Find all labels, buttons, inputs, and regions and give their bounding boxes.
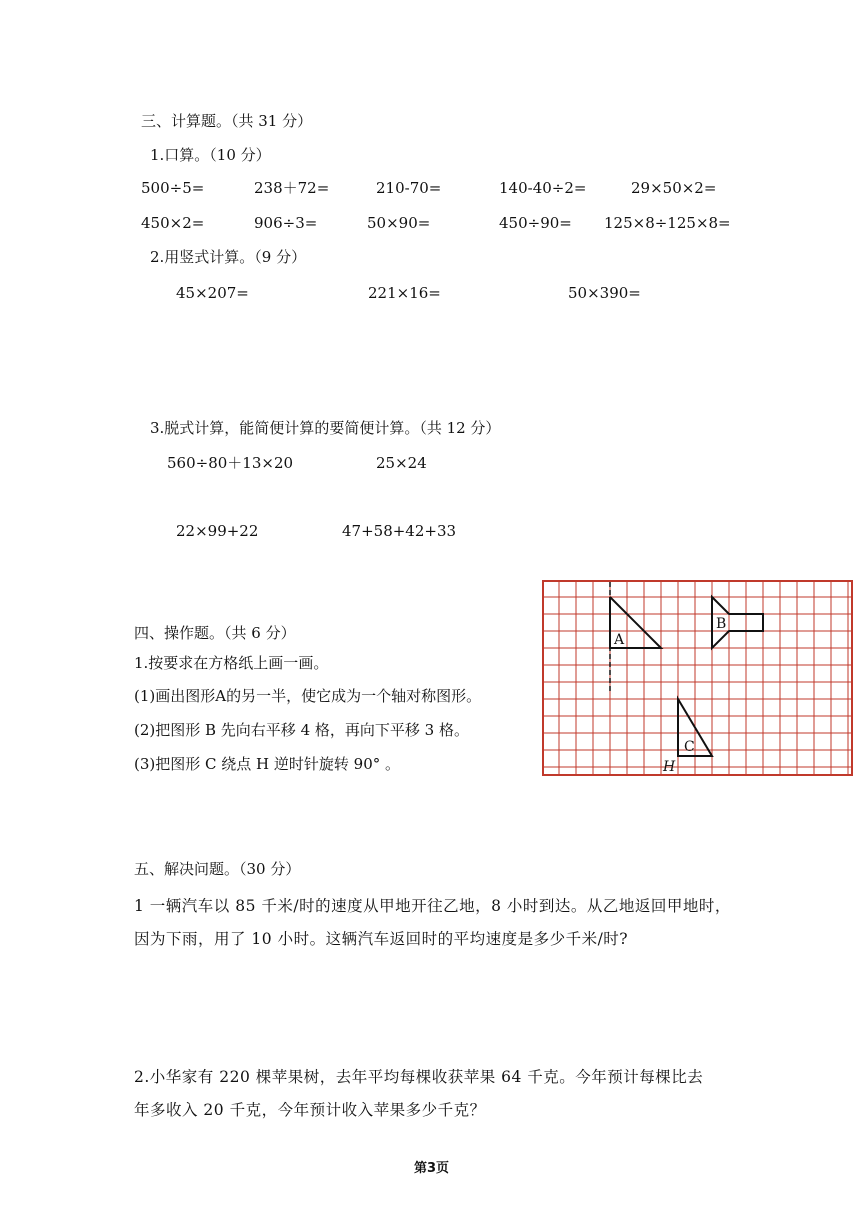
- oral-calc-item: 125×8÷125×8=: [604, 214, 731, 232]
- grid-figure: [542, 580, 853, 776]
- step-calc-item: 25×24: [376, 454, 427, 472]
- q1-title: 1.口算。（10 分）: [150, 146, 271, 164]
- oral-calc-item: 450×2=: [141, 214, 205, 232]
- label-b: B: [716, 616, 727, 632]
- oral-calc-item: 238＋72=: [254, 179, 330, 197]
- page-number: 第3页: [414, 1161, 450, 1176]
- q3-title: 3.脱式计算，能简便计算的要简便计算。（共 12 分）: [150, 419, 501, 437]
- operation-task: (2)把图形 B 先向右平移 4 格，再向下平移 3 格。: [134, 721, 469, 739]
- step-calc-item: 22×99+22: [176, 522, 259, 540]
- label-a: A: [614, 632, 625, 648]
- operation-task: (1)画出图形A的另一半，使它成为一个轴对称图形。: [134, 687, 482, 705]
- grid-lines: [542, 580, 853, 776]
- vertical-calc-item: 221×16=: [368, 284, 441, 302]
- step-calc-item: 47+58+42+33: [342, 522, 457, 540]
- q2-title: 2.用竖式计算。（9 分）: [150, 248, 307, 266]
- oral-calc-item: 29×50×2=: [631, 179, 717, 197]
- problem-1-line: 因为下雨，用了 10 小时。这辆汽车返回时的平均速度是多少千米/时?: [134, 930, 629, 948]
- step-calc-item: 560÷80＋13×20: [167, 454, 294, 472]
- label-h: H: [663, 759, 676, 775]
- section-5-title: 五、解决问题。（30 分）: [134, 860, 301, 878]
- oral-calc-item: 450÷90=: [499, 214, 572, 232]
- oral-calc-item: 50×90=: [367, 214, 431, 232]
- problem-1-line: 1 一辆汽车以 85 千米/时的速度从甲地开往乙地，8 小时到达。从乙地返回甲地时，: [134, 897, 731, 915]
- vertical-calc-item: 50×390=: [568, 284, 641, 302]
- oral-calc-item: 140-40÷2=: [499, 179, 587, 197]
- section-4-instruction: 1.按要求在方格纸上画一画。: [134, 654, 329, 672]
- oral-calc-item: 906÷3=: [254, 214, 318, 232]
- operation-task: (3)把图形 C 绕点 H 逆时针旋转 90° 。: [134, 755, 401, 773]
- section-3-title: 三、计算题。（共 31 分）: [141, 112, 313, 130]
- oral-calc-item: 210-70=: [376, 179, 442, 197]
- label-c: C: [684, 739, 695, 755]
- oral-calc-item: 500÷5=: [141, 179, 205, 197]
- section-4-title: 四、操作题。（共 6 分）: [134, 624, 296, 642]
- grid-border: [543, 581, 852, 775]
- problem-2-line: 年多收入 20 千克，今年预计收入苹果多少千克？: [134, 1101, 486, 1119]
- grid-paper: [542, 580, 853, 776]
- vertical-calc-item: 45×207=: [176, 284, 249, 302]
- problem-2-line: 2.小华家有 220 棵苹果树，去年平均每棵收获苹果 64 千克。今年预计每棵比去: [134, 1068, 704, 1086]
